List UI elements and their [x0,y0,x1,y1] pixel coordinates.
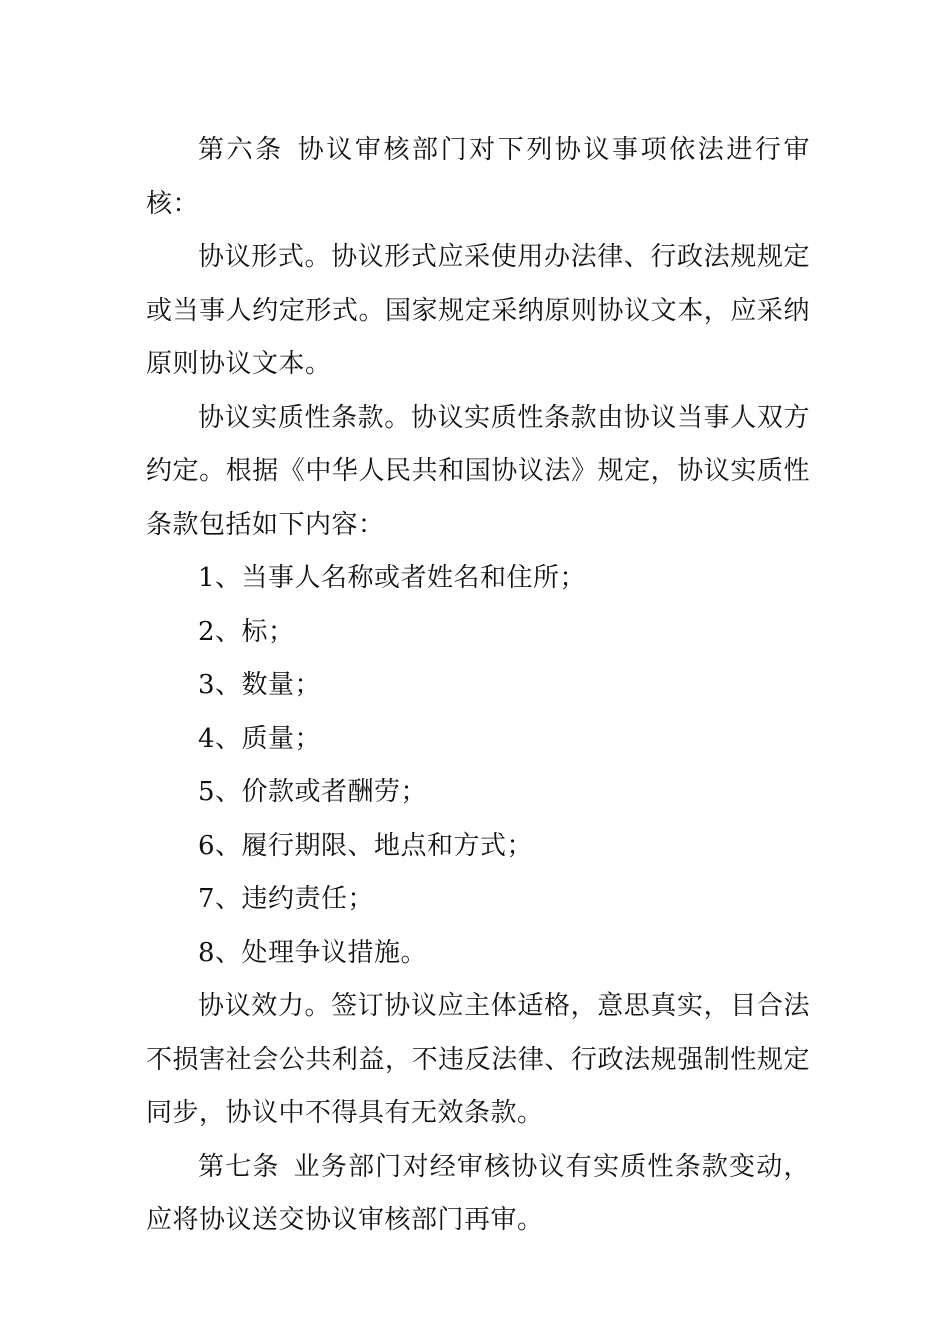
list-item: 7、违约责任； [198,884,375,914]
paragraph-contract-validity: 协议效力。签订协议应主体适格，意思真实，目合法不损害社会公共利益，不违反法律、行政法规强制性规定同步，协议中不得具有无效条款。 [146,991,810,1128]
list-item: 5、价款或者酬劳； [198,777,428,807]
paragraph-contract-form: 协议形式。协议形式应采使用办法律、行政法规规定或当事人约定形式。国家规定采纳原则协议文本，应采纳原则协议文本。 [146,242,810,379]
document-body [146,124,810,1248]
list-item: 8、处理争议措施。 [198,937,428,968]
article-number: 第六条 [198,135,284,165]
list-item: 1、当事人名称或者姓名和住所； [198,563,587,593]
list-item: 2、标； [198,616,295,647]
list-item: 4、质量； [198,723,322,754]
list-item: 6、履行期限、地点和方式； [198,830,534,861]
article-6-intro [146,124,810,231]
paragraph-text: 协议审核部门对下列协议事项依法进行审核： [146,135,810,219]
list-item: 3、数量； [198,670,322,700]
paragraph-text: 业务部门对经审核协议有实质性条款变动，应将协议送交协议审核部门再审。 [146,1151,810,1235]
paragraph-substantive-terms: 协议实质性条款。协议实质性条款由协议当事人双方约定。根据《中华人民共和国协议法》规定，协议实质性条款包括如下内容： [146,402,810,540]
article-7 [146,1141,810,1248]
article-number: 第七条 [198,1151,280,1182]
